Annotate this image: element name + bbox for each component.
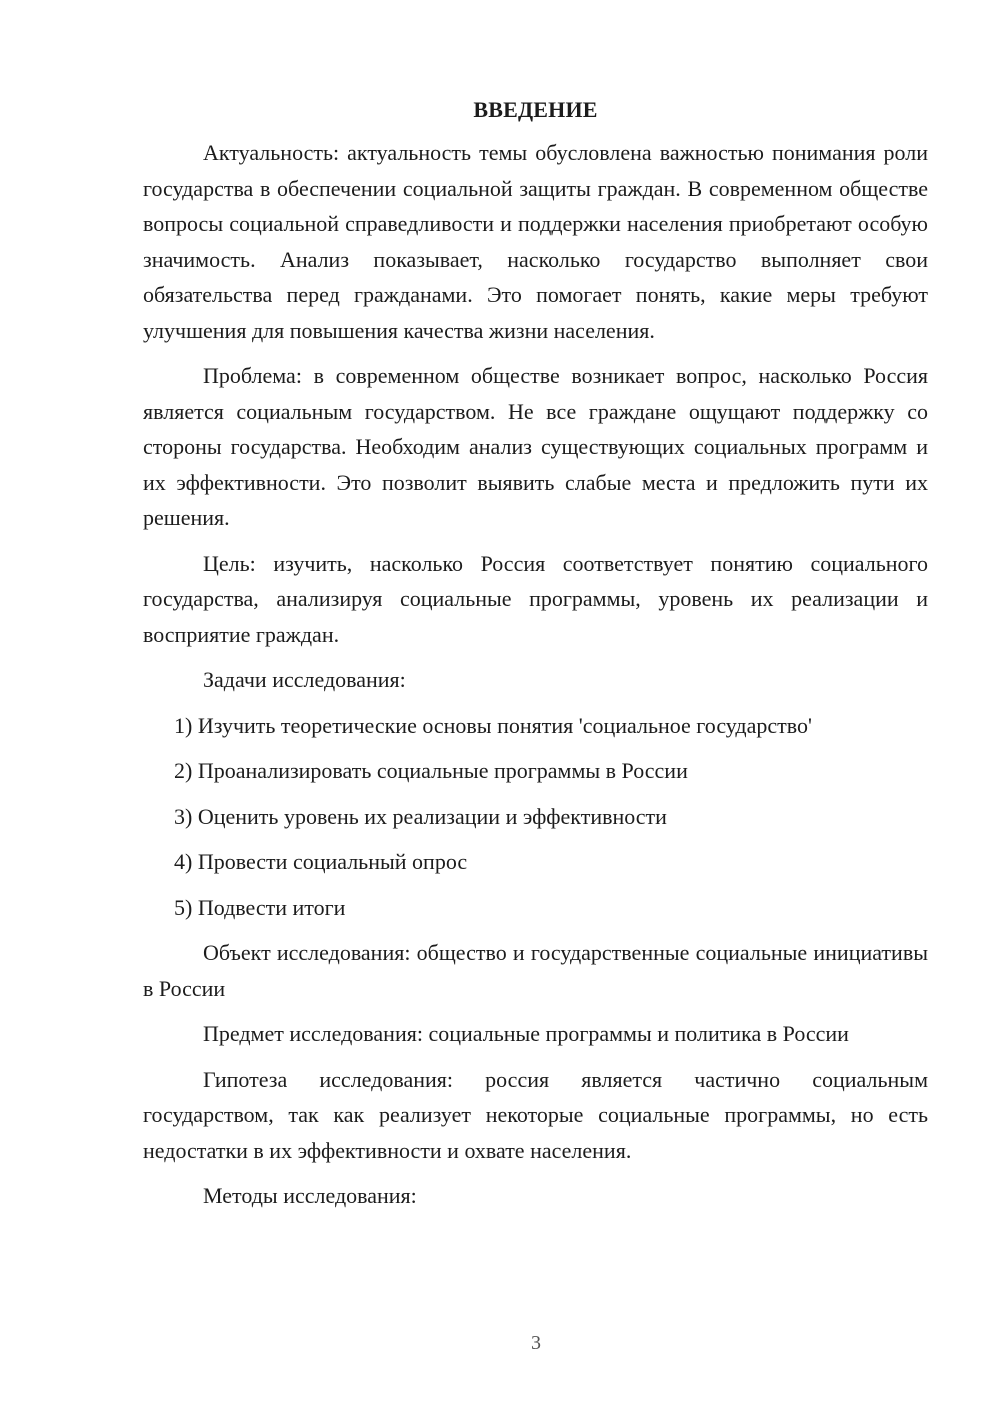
subject-paragraph: Предмет исследования: социальные программы и политика в России <box>203 1021 849 1046</box>
task-item: 3) Оценить уровень их реализации и эффективности <box>174 803 667 829</box>
hypothesis-paragraph: Гипотеза исследования: россия является частично социальным государством, так как реализует некоторые социальные программы, но есть недостатки в их эффективности и охвате населения. <box>143 1066 928 1163</box>
problem-paragraph: Проблема: в современном обществе возникает вопрос, насколько Россия является социальным государством. Не все граждане ощущают поддержку со стороны государства. Необходим анализ существующих социальных программ и их эффективности. Это позволит выявить слабые места и предложить пути их решения. <box>143 363 928 530</box>
task-item: 2) Проанализировать социальные программы в России <box>174 758 688 783</box>
document-page <box>143 92 928 1224</box>
methods-heading: Методы исследования: <box>203 1183 417 1208</box>
section-title: ВВЕДЕНИЕ <box>473 97 598 122</box>
task-item: 1) Изучить теоретические основы понятия 'социальное государство' <box>174 712 812 738</box>
object-paragraph: Объект исследования: общество и государственные социальные инициативы в России <box>143 940 928 1001</box>
task-item: 5) Подвести итоги <box>174 894 346 920</box>
tasks-heading: Задачи исследования: <box>203 667 406 692</box>
task-item: 4) Провести социальный опрос <box>174 849 468 874</box>
relevance-paragraph: Актуальность: актуальность темы обусловлена важностью понимания роли государства в обеспечении социальной защиты граждан. В современном обществе вопросы социальной справедливости и поддержки населения приобретают особую значимость. Анализ показывает, насколько государство выполняет свои обязательства перед гражданами. Это помогает понять, какие меры требуют улучшения для повышения качества жизни населения. <box>143 140 928 343</box>
tasks-list <box>143 708 928 926</box>
goal-paragraph: Цель: изучить, насколько Россия соответствует понятию социального государства, анализируя социальные программы, уровень их реализации и восприятие граждан. <box>143 550 928 647</box>
page-number: 3 <box>531 1332 541 1354</box>
